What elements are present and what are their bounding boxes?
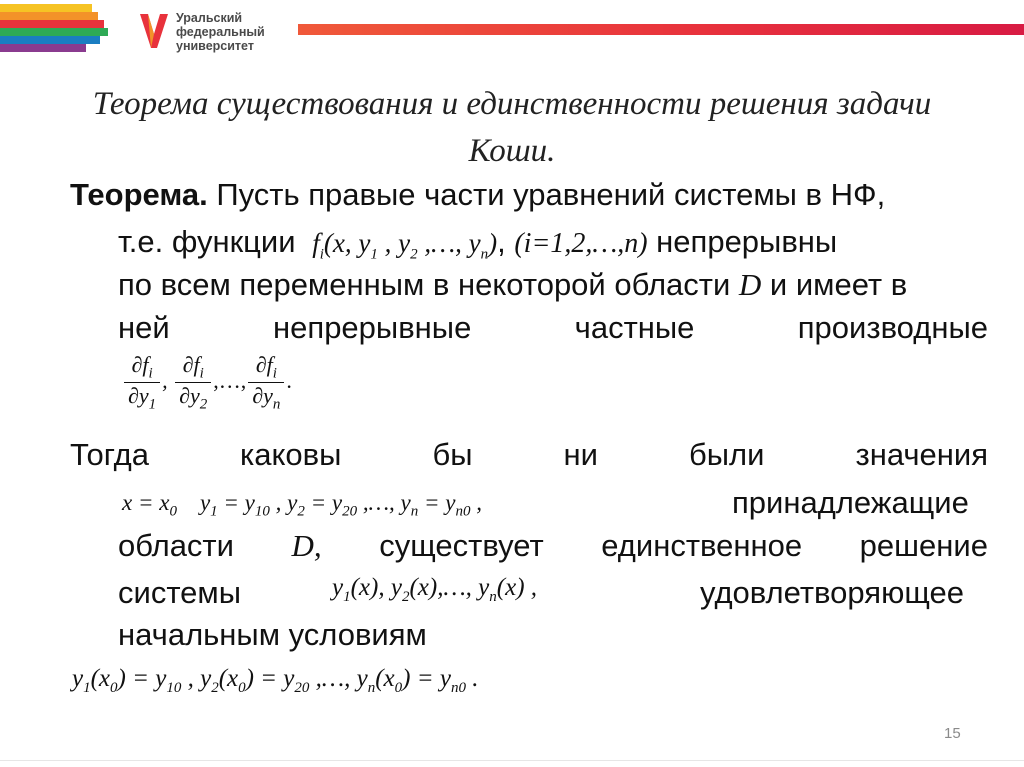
then-text-5: начальным условиям — [118, 617, 427, 652]
word: ней — [118, 310, 170, 345]
then-line-3 — [118, 528, 988, 564]
word: были — [689, 437, 765, 472]
logo-line-1: Уральский — [176, 11, 243, 25]
derivative-den: $\partial y_n$ — [252, 383, 281, 413]
theorem-label: Теорема. — [70, 177, 208, 212]
word: бы — [432, 437, 473, 472]
derivative-end: . — [286, 367, 292, 393]
word: непрерывные — [273, 310, 472, 345]
word: ни — [563, 437, 598, 472]
domain-D: D — [738, 267, 762, 302]
word: единственное — [601, 528, 803, 563]
index-range: (i=1,2,…,n) — [514, 228, 648, 259]
then-text-2: принадлежащие — [732, 485, 969, 520]
theorem-line-4 — [118, 310, 988, 346]
stripe-purple — [0, 44, 86, 52]
slide-title-line-1: Теорема существования и единственности решения задачи — [92, 86, 932, 122]
bottom-divider — [0, 760, 1024, 761]
then-text-4a: системы — [118, 575, 242, 610]
derivative-den: $\partial y_2$ — [179, 383, 208, 413]
word: D, — [291, 528, 322, 563]
initial-values-formula: $x = x_0$ $y_1 = y_{10}$ , $y_2 = y_{20}$ ,…, $y_n = y_{n0}$ , — [122, 490, 482, 520]
derivative-den: $\partial y_1$ — [128, 383, 157, 413]
then-text-4b: удовлетворяющее — [700, 575, 964, 610]
derivative-separator: ,…, — [213, 367, 247, 393]
word: производные — [797, 310, 988, 345]
theorem-text-2b: непрерывны — [647, 224, 838, 259]
slide-title-line-2: Коши. — [468, 133, 556, 169]
stripe-green — [0, 28, 108, 36]
word: существует — [379, 528, 544, 563]
word: Тогда — [70, 437, 149, 472]
stripe-blue — [0, 36, 100, 44]
then-line-1 — [70, 437, 988, 473]
word: области — [118, 528, 234, 563]
theorem-text-3b: и имеет в — [761, 267, 908, 302]
logo-line-3: университет — [176, 39, 254, 53]
solution-formula: $y_1(x)$, $y_2(x),\dots$, $y_n(x)$ , — [332, 574, 538, 605]
word: каковы — [240, 437, 342, 472]
partial-derivatives: $\frac{\partial f_i}{\partial y_1}$ , $\frac{\partial f_i}{\partial y_2}$ ,…, $\frac{\partial f_i}{\partial y_n}$ . — [122, 352, 292, 414]
theorem-text-1: Пусть правые части уравнений системы в НФ, — [207, 177, 886, 212]
header-gradient-bar — [298, 24, 1024, 35]
derivative-2 — [175, 352, 211, 414]
university-logo-text — [176, 11, 265, 53]
derivative-num: $\partial f_i$ — [175, 352, 211, 383]
stripe-orange — [0, 12, 98, 20]
theorem-text-3a: по всем переменным в некоторой области — [118, 267, 739, 302]
theorem-line-2 — [118, 224, 837, 263]
logo-line-2: федеральный — [176, 25, 265, 39]
function-comma: , — [497, 224, 506, 259]
stripe-red — [0, 20, 104, 28]
university-logo-icon — [138, 12, 170, 52]
word: решение — [859, 528, 988, 563]
function-formula: $f_i(x$, $y_1$ , $y_2$ ,…, $y_n$) — [312, 228, 498, 263]
derivative-1 — [124, 352, 160, 414]
word: значения — [855, 437, 988, 472]
stripe-yellow — [0, 4, 92, 12]
initial-conditions-formula: $y_1(x_0) = y_{10}$ , $y_2(x_0) = y_{20}$ ,…, $y_n(x_0) = y_{n0}$ . — [72, 665, 479, 696]
derivative-num: $\partial f_i$ — [248, 352, 284, 383]
theorem-line-3 — [118, 267, 907, 303]
word: частные — [574, 310, 695, 345]
theorem-line-1 — [70, 177, 885, 213]
theorem-text-2a: т.е. функции — [118, 224, 296, 259]
derivative-num: $\partial f_i$ — [124, 352, 160, 383]
page-number: 15 — [944, 725, 961, 742]
derivative-3 — [248, 352, 284, 414]
